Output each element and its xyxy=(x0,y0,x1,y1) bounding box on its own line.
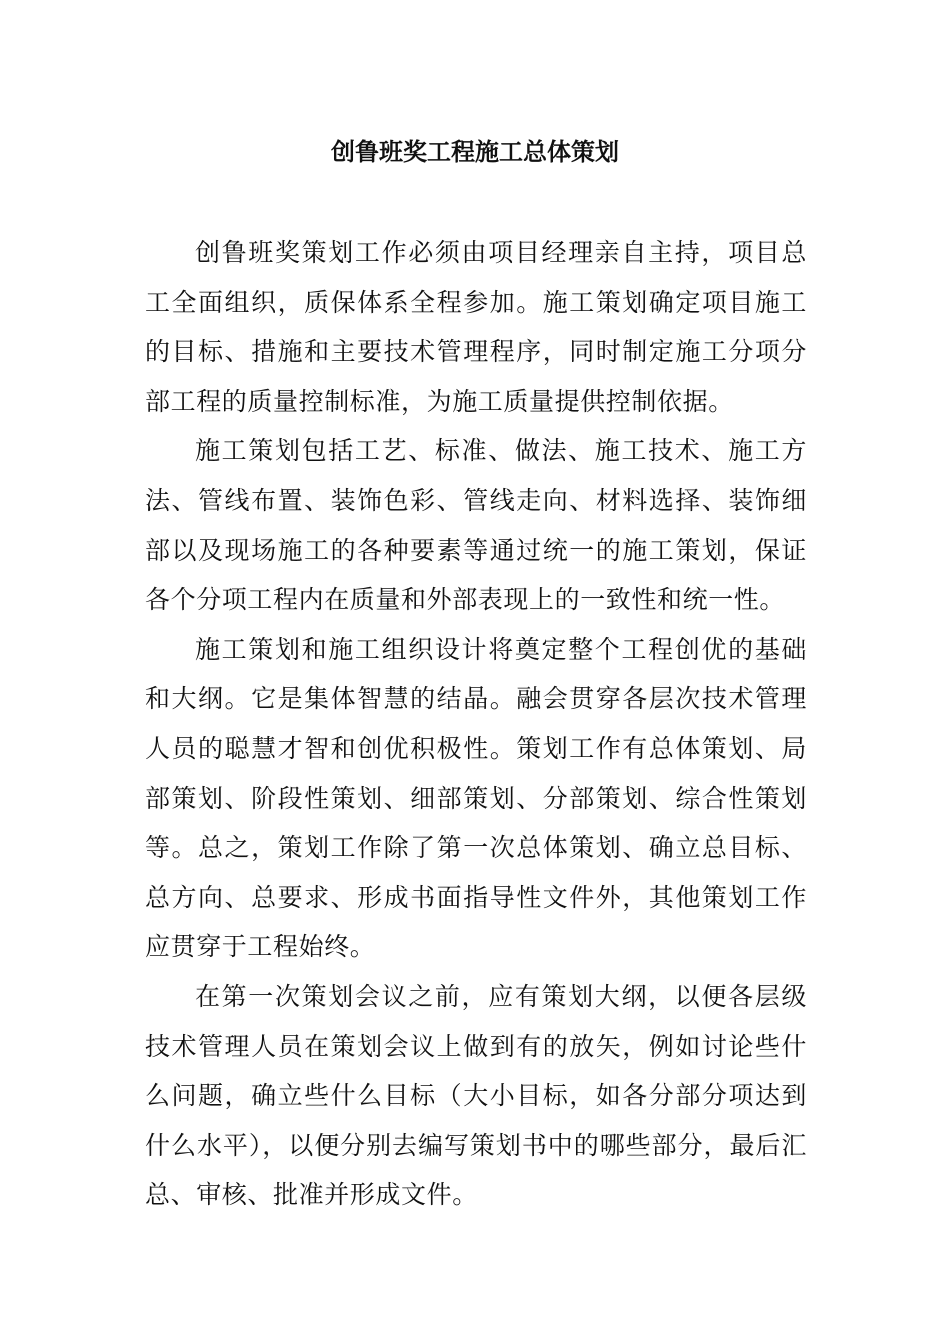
paragraph-4: 在第一次策划会议之前，应有策划大纲，以便各层级技术管理人员在策划会议上做到有的放矢，例如讨论些什么问题，确立些什么目标（大小目标，如各分部分项达到什么水平），以便分别去编写策划书中的哪些部分，最后汇总、审核、批准并形成文件。 xyxy=(145,981,807,1210)
document-title: 创鲁班奖工程施工总体策划 xyxy=(331,137,619,166)
paragraph-3: 施工策划和施工组织设计将奠定整个工程创优的基础和大纲。它是集体智慧的结晶。融会贯穿各层次技术管理人员的聪慧才智和创优积极性。策划工作有总体策划、局部策划、阶段性策划、细部策划、分部策划、综合性策划等。总之，策划工作除了第一次总体策划、确立总目标、总方向、总要求、形成书面指导性文件外，其他策划工作应贯穿于工程始终。 xyxy=(145,634,807,962)
paragraph-2: 施工策划包括工艺、标准、做法、施工技术、施工方法、管线布置、装饰色彩、管线走向、材料选择、装饰细部以及现场施工的各种要素等通过统一的施工策划，保证各个分项工程内在质量和外部表现上的一致性和统一性。 xyxy=(145,436,807,615)
paragraph-1: 创鲁班奖策划工作必须由项目经理亲自主持，项目总工全面组织，质保体系全程参加。施工策划确定项目施工的目标、措施和主要技术管理程序，同时制定施工分项分部工程的质量控制标准，为施工质量提供控制依据。 xyxy=(145,238,807,416)
document-body xyxy=(145,228,807,1220)
